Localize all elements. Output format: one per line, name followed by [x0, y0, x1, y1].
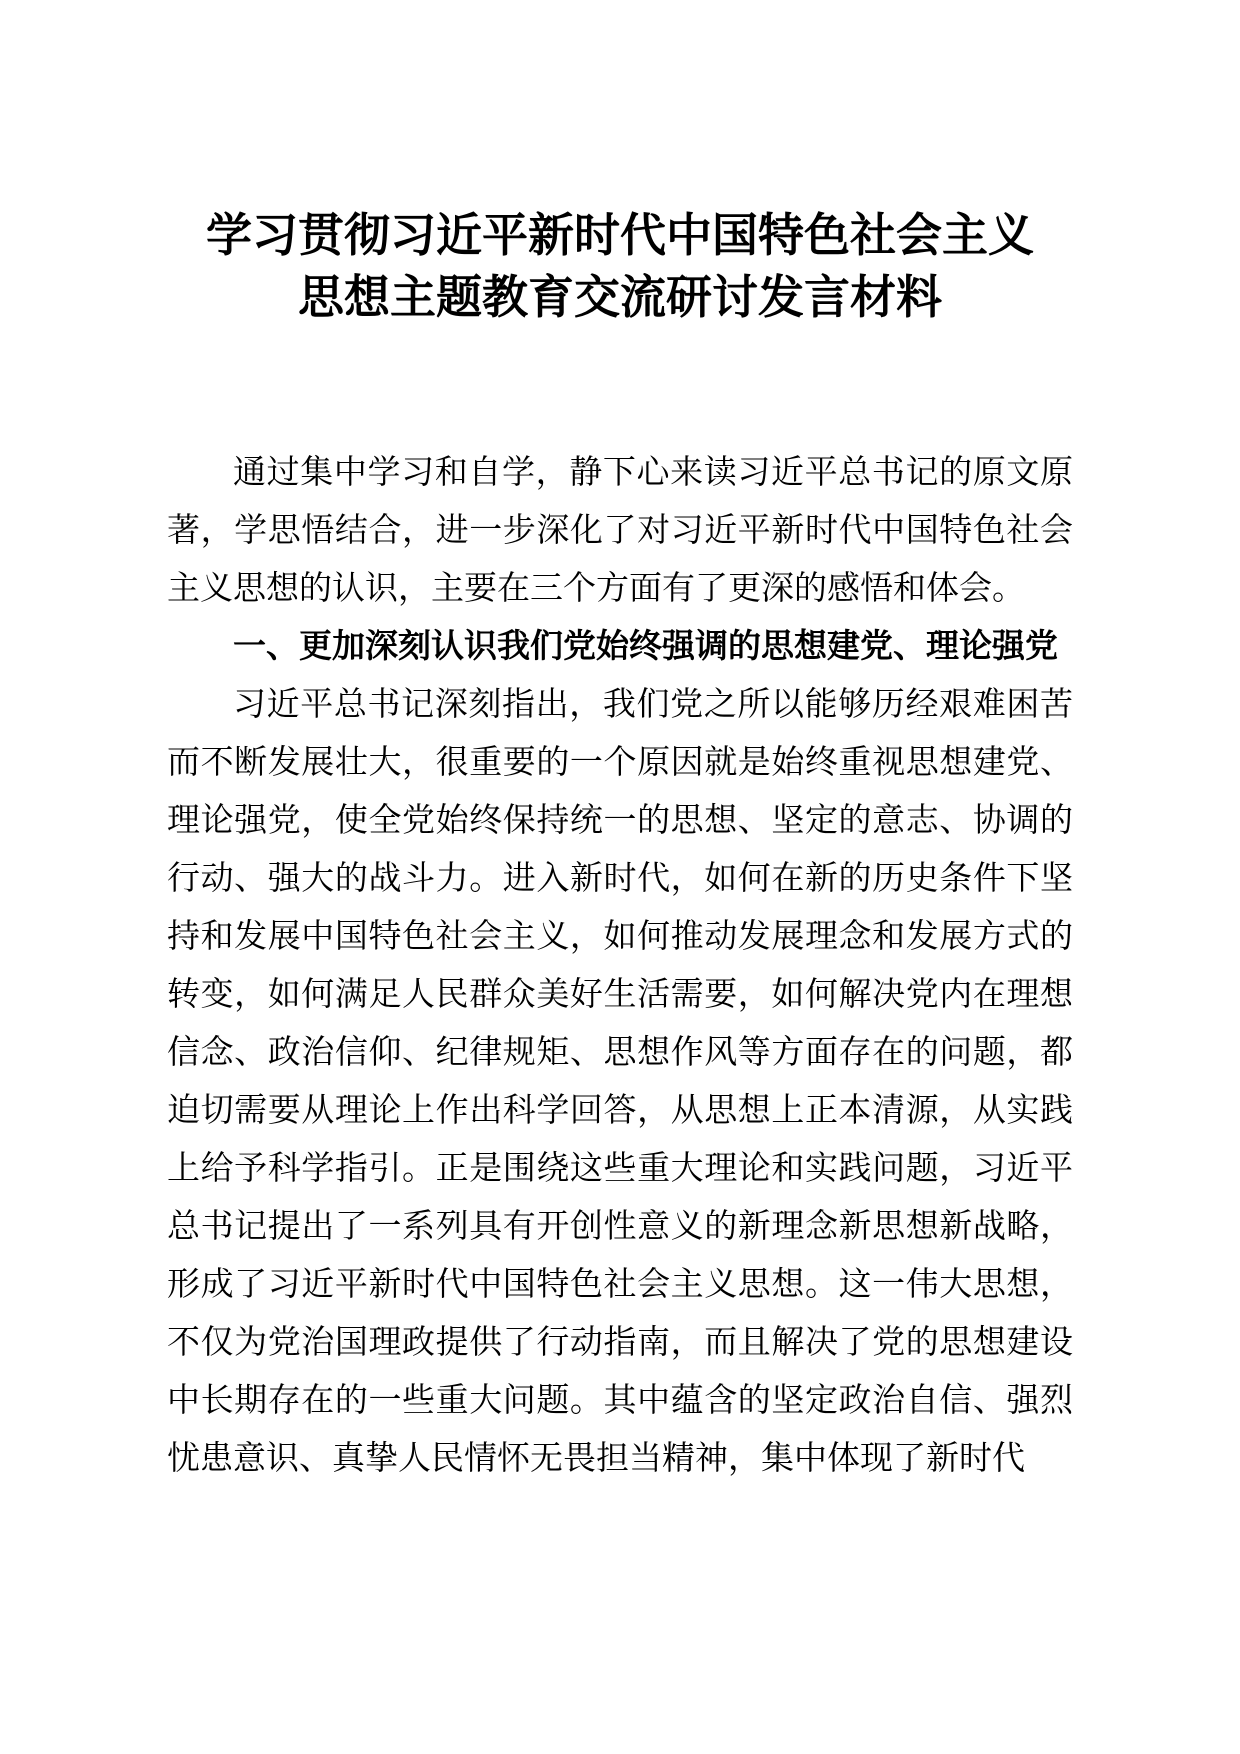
- document-body: [167, 443, 1073, 1487]
- intro-paragraph: 通过集中学习和自学，静下心来读习近平总书记的原文原著，学思悟结合，进一步深化了对习近平新时代中国特色社会主义思想的认识，主要在三个方面有了更深的感悟和体会。: [167, 453, 1073, 606]
- document-title: 学习贯彻习近平新时代中国特色社会主义思想主题教育交流研讨发言材料: [206, 209, 1034, 323]
- section-heading-1: 一、更加深刻认识我们党始终强调的思想建党、理论强党: [233, 627, 1058, 664]
- section-1-paragraph: 习近平总书记深刻指出，我们党之所以能够历经艰难困苦而不断发展壮大，很重要的一个原因就是始终重视思想建党、理论强党，使全党始终保持统一的思想、坚定的意志、协调的行动、强大的战斗力。进入新时代，如何在新的历史条件下坚持和发展中国特色社会主义，如何推动发展理念和发展方式的转变，如何满足人民群众美好生活需要，如何解决党内在理想信念、政治信仰、纪律规矩、思想作风等方面存在的问题，都迫切需要从理论上作出科学回答，从思想上正本清源，从实践上给予科学指引。正是围绕这些重大理论和实践问题，习近平总书记提出了一系列具有开创性意义的新理念新思想新战略，形成了习近平新时代中国特色社会主义思想。这一伟大思想，不仅为党治国理政提供了行动指南，而且解决了党的思想建设中长期存在的一些重大问题。其中蕴含的坚定政治自信、强烈忧患意识、真挚人民情怀无畏担当精神，集中体现了新时代: [167, 685, 1073, 1476]
